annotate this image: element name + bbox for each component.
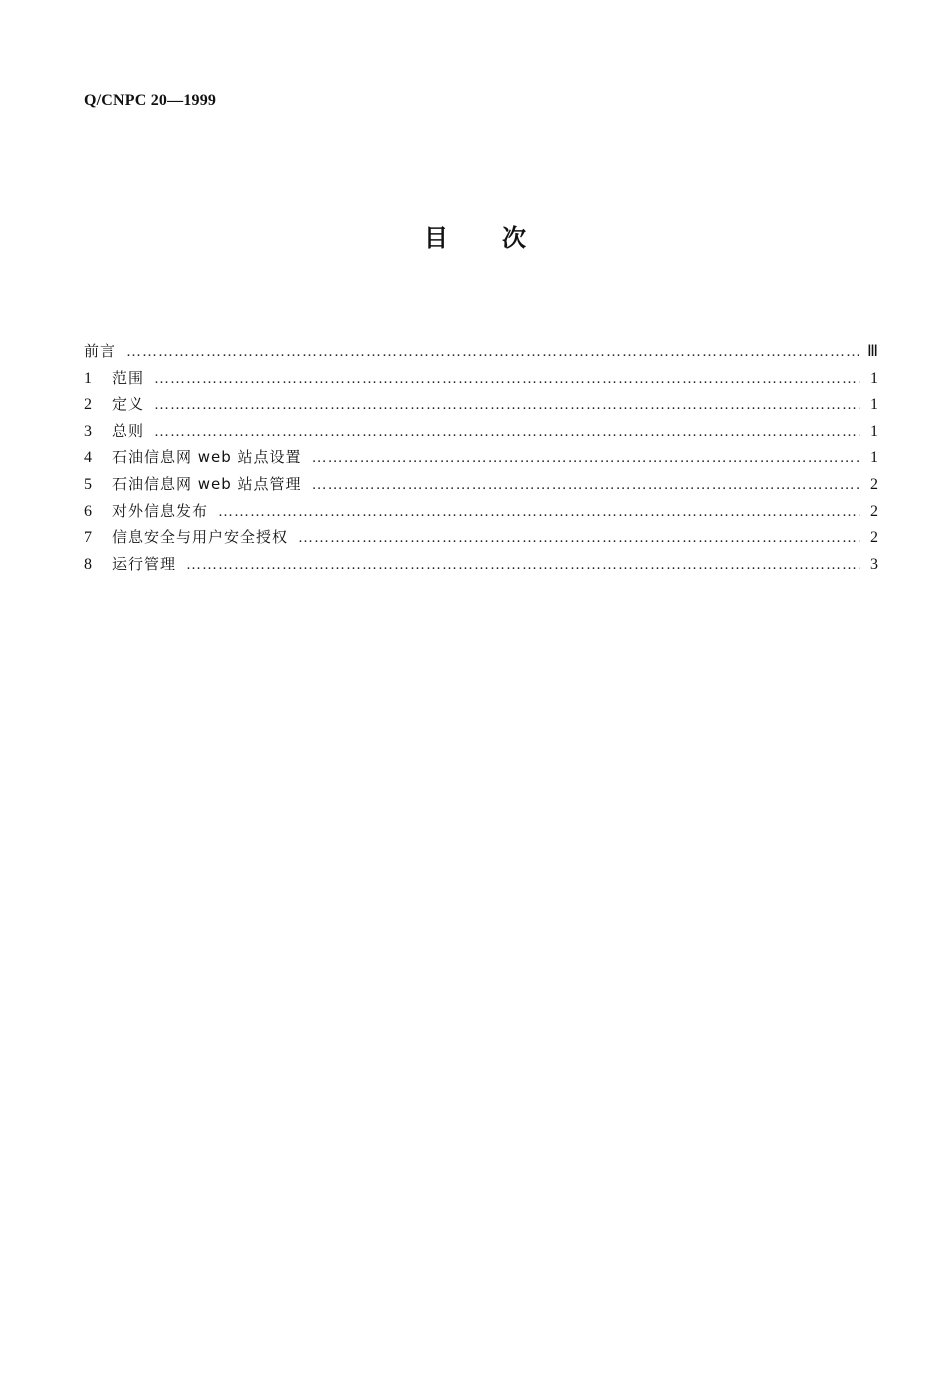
toc-entry-6[interactable]: [84, 500, 878, 527]
document-code: Q/CNPC 20—1999: [84, 92, 217, 109]
toc-entry-label: 运行管理: [112, 554, 177, 573]
toc-entry-number: 1: [84, 369, 92, 387]
toc-entry-7[interactable]: [84, 526, 878, 553]
dot-leader: [298, 530, 860, 547]
dot-leader: [126, 344, 859, 361]
toc-entry-page: Ⅲ: [866, 343, 878, 360]
toc-entry-foreword[interactable]: [84, 340, 878, 367]
toc-entry-number: 6: [84, 502, 92, 520]
toc-entry-2[interactable]: [84, 393, 878, 420]
toc-entry-page: 1: [870, 396, 878, 414]
toc-entry-page: 2: [870, 502, 878, 520]
dot-leader: [312, 477, 860, 494]
dot-leader: [154, 424, 860, 441]
dot-leader: [186, 557, 860, 574]
dot-leader: [218, 504, 860, 521]
toc-entry-1[interactable]: [84, 367, 878, 394]
toc-entry-label: 定义: [112, 395, 145, 414]
page-title: 目次: [424, 224, 580, 252]
toc-entry-page: 2: [870, 529, 878, 547]
toc-entry-3[interactable]: [84, 420, 878, 447]
toc-entry-label: 石油信息网 web 站点管理: [112, 474, 302, 493]
toc-entry-label: 对外信息发布: [112, 501, 209, 520]
toc-entry-4[interactable]: [84, 446, 878, 473]
toc-entry-number: 2: [84, 396, 92, 414]
dot-leader: [154, 397, 860, 414]
dot-leader: [312, 450, 860, 467]
toc-entry-page: 1: [870, 449, 878, 467]
table-of-contents: [84, 340, 878, 579]
toc-entry-5[interactable]: [84, 473, 878, 500]
toc-entry-label: 信息安全与用户安全授权: [112, 528, 289, 547]
toc-entry-label: 前言: [84, 342, 117, 360]
toc-entry-label: 总则: [112, 421, 145, 440]
toc-entry-number: 4: [84, 449, 92, 467]
toc-entry-page: 2: [870, 475, 878, 493]
toc-entry-page: 1: [870, 422, 878, 440]
toc-entry-number: 5: [84, 475, 92, 493]
toc-entry-8[interactable]: [84, 553, 878, 580]
toc-entry-number: 7: [84, 529, 92, 547]
dot-leader: [154, 371, 860, 388]
toc-entry-number: 8: [84, 555, 92, 573]
toc-entry-number: 3: [84, 422, 92, 440]
toc-entry-label: 石油信息网 web 站点设置: [112, 448, 302, 467]
toc-entry-page: 3: [870, 555, 878, 573]
toc-entry-label: 范围: [112, 368, 145, 387]
toc-entry-page: 1: [870, 369, 878, 387]
